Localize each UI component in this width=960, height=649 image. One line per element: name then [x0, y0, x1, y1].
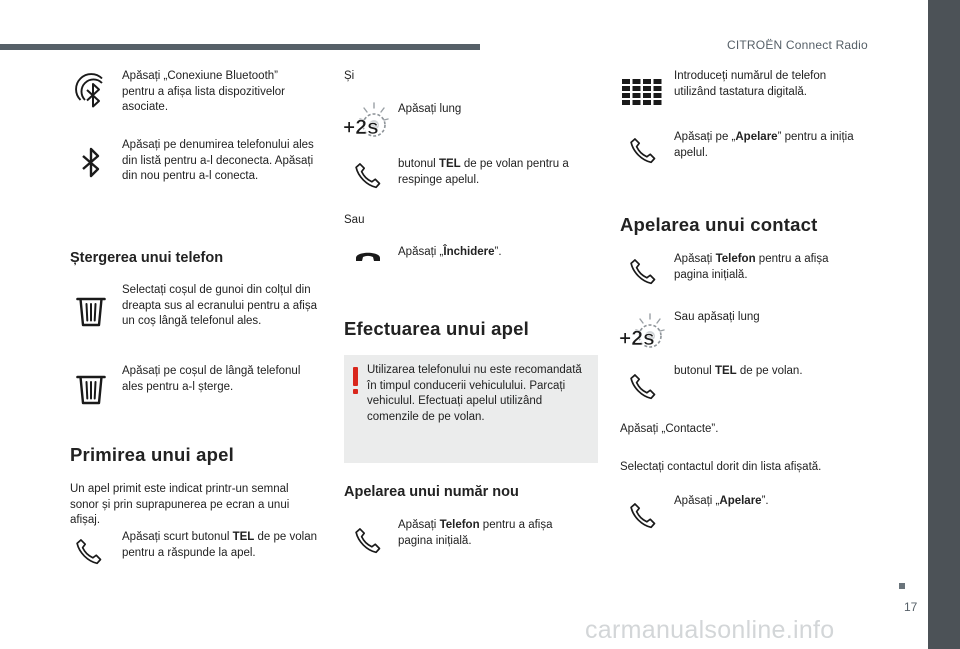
- phone-menu-text-c: pentru a afișa pagina inițială.: [398, 519, 553, 547]
- phone-menu-label: Telefon: [439, 519, 480, 531]
- tel-label: TEL: [232, 531, 255, 543]
- brand-header: CITROËN Connect Radio: [727, 38, 868, 52]
- tel-label: TEL: [438, 158, 461, 170]
- call-contact-heading: Apelarea unui contact: [620, 214, 818, 235]
- phone-menu-text: [674, 252, 864, 283]
- phone-icon: [72, 534, 106, 568]
- answer-call-text-c: de pe volan pentru a răspunde la apel.: [122, 531, 317, 559]
- new-number-heading: Apelarea unui număr nou: [344, 484, 519, 500]
- select-contact-text: Selectați contactul dorit din lista afișată.: [620, 461, 822, 473]
- delete-step-2-text: Apăsați pe coșul de lângă telefonul ales pentru a-l șterge.: [122, 365, 301, 393]
- long-press-2s-icon: [342, 99, 394, 143]
- phone-menu-label: Telefon: [715, 253, 756, 265]
- long-press-text: Apăsați lung: [398, 103, 462, 115]
- call-contact-text-c: ”.: [761, 495, 769, 507]
- call-contact-text-a: Apăsați „: [674, 495, 720, 507]
- long-press-2s-icon: [618, 310, 670, 354]
- keypad-icon: [622, 79, 662, 105]
- initiate-call-text: [674, 130, 874, 161]
- warning-text: Utilizarea telefonului nu este recomandată în timpul conducerii vehiculului. Parcați vehiculul. Efectuați apelul utilizând comenzile de pe volan.: [367, 364, 582, 423]
- call-label: Apelare: [735, 131, 778, 143]
- or-long-press-text: Sau apăsați lung: [674, 311, 760, 323]
- watermark: carmanualsonline.info: [585, 616, 835, 644]
- phone-icon: [351, 158, 385, 192]
- bluetooth-phone-text: Apăsați pe denumirea telefonului ales din listă pentru a-l deconecta. Apăsați din nou pentru a-l conecta.: [122, 139, 314, 182]
- answer-call-text: [122, 530, 318, 561]
- delete-phone-heading: Ștergerea unui telefon: [70, 250, 224, 266]
- reject-call-text: [398, 157, 588, 188]
- tel-button-text-a: butonul: [674, 365, 715, 377]
- enter-number-text: Introduceți numărul de telefon utilizând tastatura digitală.: [674, 70, 827, 98]
- tel-label: TEL: [714, 365, 737, 377]
- trash-icon: [71, 290, 111, 330]
- page-number: 17: [904, 600, 918, 614]
- or-label: Sau: [344, 214, 365, 226]
- phone-icon: [626, 133, 660, 167]
- tel-button-text: [674, 364, 803, 380]
- phone-menu-text-a: Apăsați: [674, 253, 716, 265]
- delete-step-1-text: Selectați coșul de gunoi din colțul din dreapta sus al ecranului pentru a afișa un coș lângă telefonul ales.: [122, 284, 317, 327]
- warning-icon: [348, 367, 364, 395]
- phone-icon: [351, 523, 385, 557]
- reject-call-text-c: de pe volan pentru a respinge apelul.: [398, 158, 569, 186]
- phone-icon: [626, 369, 660, 403]
- bluetooth-icon: [76, 145, 106, 181]
- bluetooth-search-icon: [73, 71, 113, 111]
- reject-call-text-a: butonul: [398, 158, 439, 170]
- side-tab: [928, 0, 960, 649]
- make-call-heading: Efectuarea unui apel: [344, 318, 529, 339]
- hang-up-text: [398, 245, 502, 261]
- phone-icon: [626, 254, 660, 288]
- hang-up-text-a: Apăsați „: [398, 246, 444, 258]
- phone-menu-text: [398, 518, 588, 549]
- initiate-call-text-c: ” pentru a iniția apelul.: [674, 131, 854, 159]
- phone-menu-text-a: Apăsați: [398, 519, 440, 531]
- bluetooth-connection-text: Apăsați „Conexiune Bluetooth” pentru a afișa lista dispozitivelor asociate.: [122, 70, 285, 113]
- phone-menu-text-c: pentru a afișa pagina inițială.: [674, 253, 829, 281]
- hang-up-text-c: ”.: [494, 246, 502, 258]
- phone-icon: [626, 498, 660, 532]
- page-marker: [899, 583, 905, 589]
- answer-call-text-a: Apăsați scurt butonul: [122, 531, 233, 543]
- trash-icon: [71, 368, 111, 408]
- hang-up-label: Închidere: [443, 246, 495, 258]
- and-label: Și: [344, 70, 355, 82]
- call-contact-text: [674, 494, 769, 510]
- tel-button-text-c: de pe volan.: [736, 365, 803, 377]
- contacts-text: Apăsați „Contacte”.: [620, 423, 719, 435]
- hang-up-icon: [352, 244, 384, 268]
- call-label: Apelare: [719, 495, 762, 507]
- receive-call-intro: Un apel primit este indicat printr-un semnal sonor și prin suprapunerea pe ecran a unui afișaj.: [70, 483, 290, 526]
- top-rule: [0, 44, 480, 50]
- initiate-call-text-a: Apăsați pe „: [674, 131, 736, 143]
- receive-call-heading: Primirea unui apel: [70, 444, 234, 465]
